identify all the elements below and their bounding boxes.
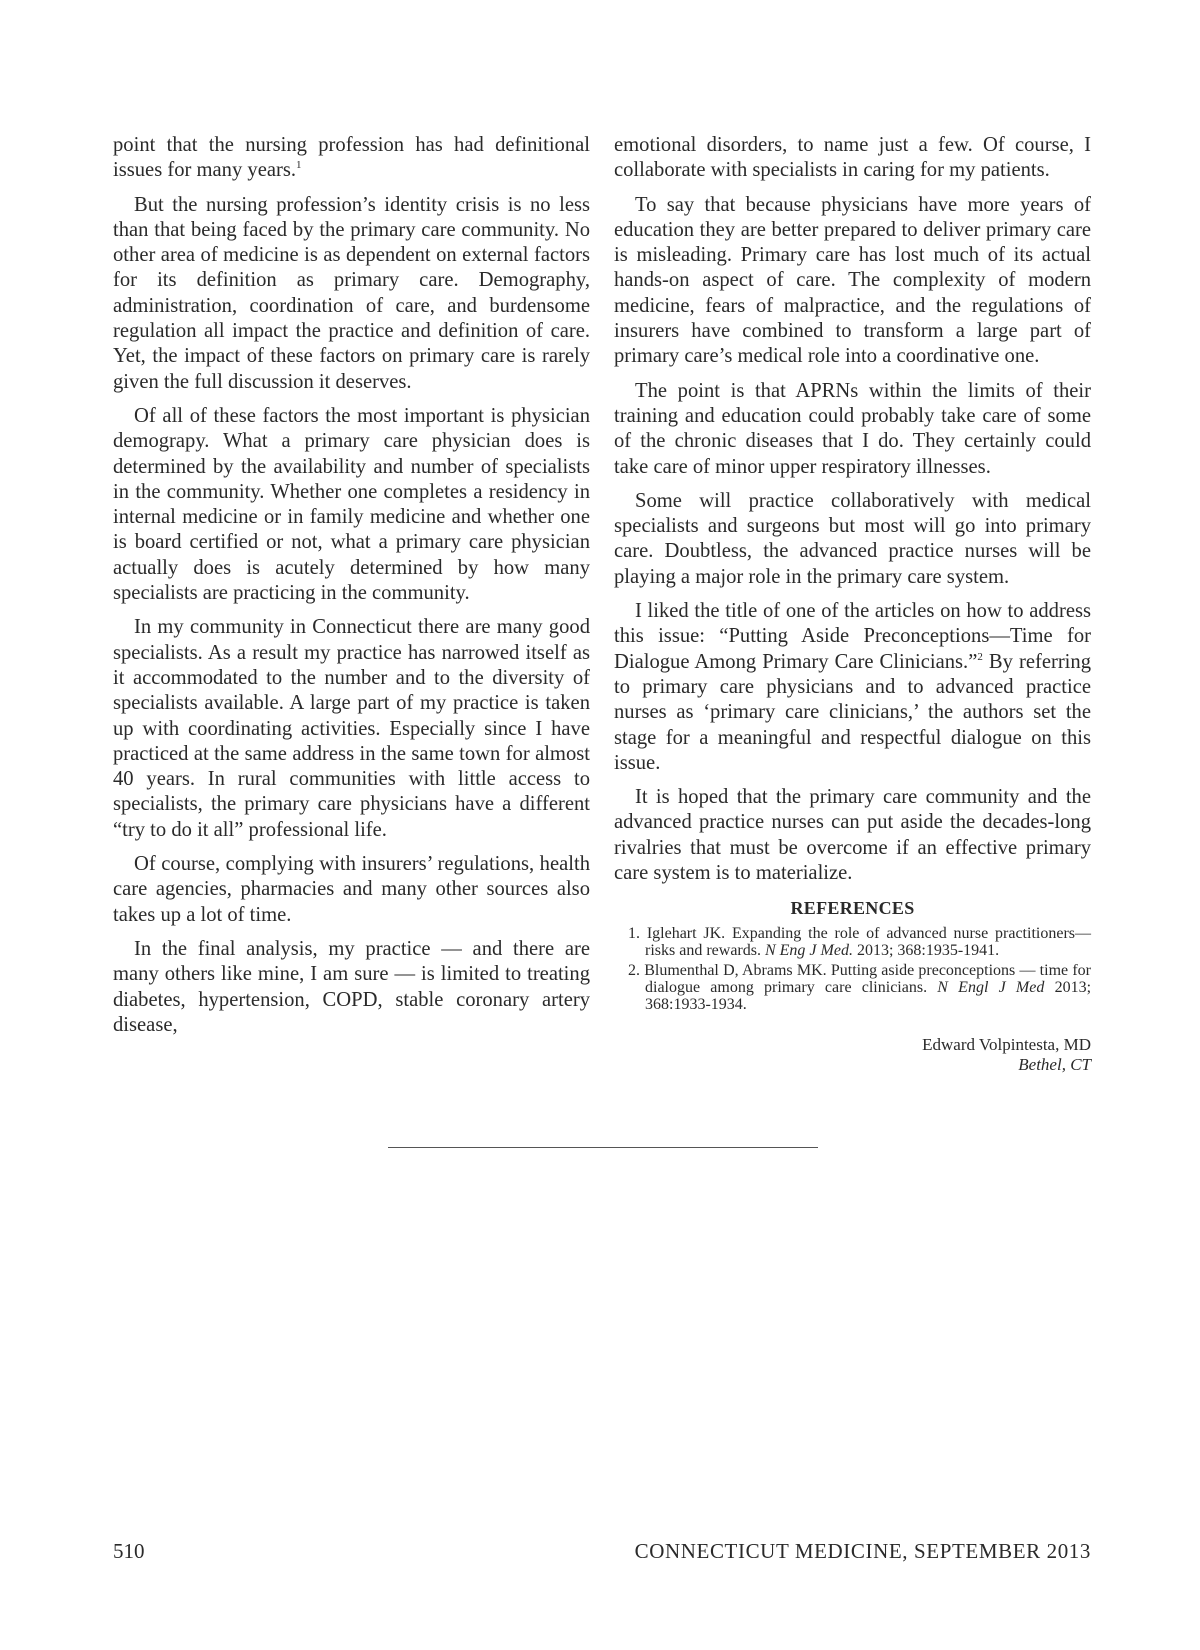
paragraph: In my community in Connecticut there are many good specialists. As a result my practice has narrowed itself as it accommodated to the number and to the diversity of specialists available. A large part of my practice is taken up with coordinating activities. Especially since I have practiced at the same address in the same town for almost 40 years. In rural communities with little access to specialists, the primary care physicians have a different “try to do it all” professional life. [113, 616, 590, 841]
section-divider [388, 1147, 818, 1148]
footnote-marker: 2 [977, 650, 983, 663]
paragraph: It is hoped that the primary care community and the advanced practice nurses can put aside the decades-long rivalries that must be overcome if an effective primary care system is to materialize. [614, 786, 1091, 885]
paragraph: To say that because physicians have more years of education they are better prepared to deliver primary care is misleading. Primary care has lost much of its actual hands-on aspect of care. The complexity of modern medicine, fears of malpractice, and the regulations of insurers have combined to transform a large part of primary care’s medical role into a coordinative one. [614, 193, 1091, 368]
paragraph: Some will practice collaboratively with medical specialists and surgeons but most will go into primary care. Doubtless, the advanced practice nurses will be playing a major role in the primary care system. [614, 489, 1091, 588]
paragraph: emotional disorders, to name just a few. Of course, I collaborate with specialists in caring for my patients. [614, 134, 1091, 182]
paragraph: But the nursing profession’s identity crisis is no less than that being faced by the primary care community. No other area of medicine is as dependent on external factors for its definition as primary care. Demography, administration, coordination of care, and burdensome regulation all impact the practice and definition of care. Yet, the impact of these factors on primary care is rarely given the full discussion it deserves. [113, 193, 590, 393]
reference-item: 2. Blumenthal D, Abrams MK. Putting aside preconceptions — time for dialogue among primary care clinicians. N Engl J Med 2013; 368:1933-1934. [628, 962, 1092, 1014]
author-name: Edward Volpintesta, MD [922, 1035, 1091, 1055]
paragraph: Of course, complying with insurers’ regulations, health care agencies, pharmacies and many other sources also takes up a lot of time. [113, 853, 590, 926]
paragraph: Of all of these factors the most important is physician demograpy. What a primary care physician does is determined by the availability and number of specialists in the community. Whether one completes a residency in internal medicine or in family medicine and whether one is board certified or not, what a primary care physician actually does is acutely determined by how many specialists are practicing in the community. [113, 404, 590, 605]
page-number: 510 [113, 1539, 145, 1563]
paragraph: I liked the title of one of the articles on how to address this issue: “Putting Aside Preconceptions—Time for Dialogue Among Primary Care Clinicians.”$^2$ By referring to primary care physicians and to advanced practice nurses as ‘primary care clinicians,’ the authors set the stage for a meaningful and respectful dialogue on this issue. [614, 600, 1091, 774]
author-signature [614, 1035, 1091, 1075]
paragraph: The point is that APRNs within the limits of their training and education could probably take care of some of the chronic diseases that I do. They certainly could take care of minor upper respiratory illnesses. [614, 379, 1091, 478]
author-location: Bethel, CT [1018, 1055, 1091, 1075]
references-heading: REFERENCES [790, 898, 915, 919]
references-list [614, 925, 1091, 1013]
journal-footer: CONNECTICUT MEDICINE, SEPTEMBER 2013 [634, 1539, 1091, 1563]
paragraph: In the final analysis, my practice — and there are many others like mine, I am sure — is limited to treating diabetes, hypertension, COPD, stable coronary artery disease, [113, 937, 590, 1036]
paragraph: point that the nursing profession has had definitional issues for many years.$^1$ [113, 134, 590, 182]
left-column [113, 133, 590, 1047]
right-column [614, 133, 1091, 1075]
footnote-marker: 1 [296, 159, 302, 172]
reference-item: 1. Iglehart JK. Expanding the role of advanced nurse practitioners—risks and rewards. N Eng J Med. 2013; 368:1935-1941. [628, 925, 1091, 960]
